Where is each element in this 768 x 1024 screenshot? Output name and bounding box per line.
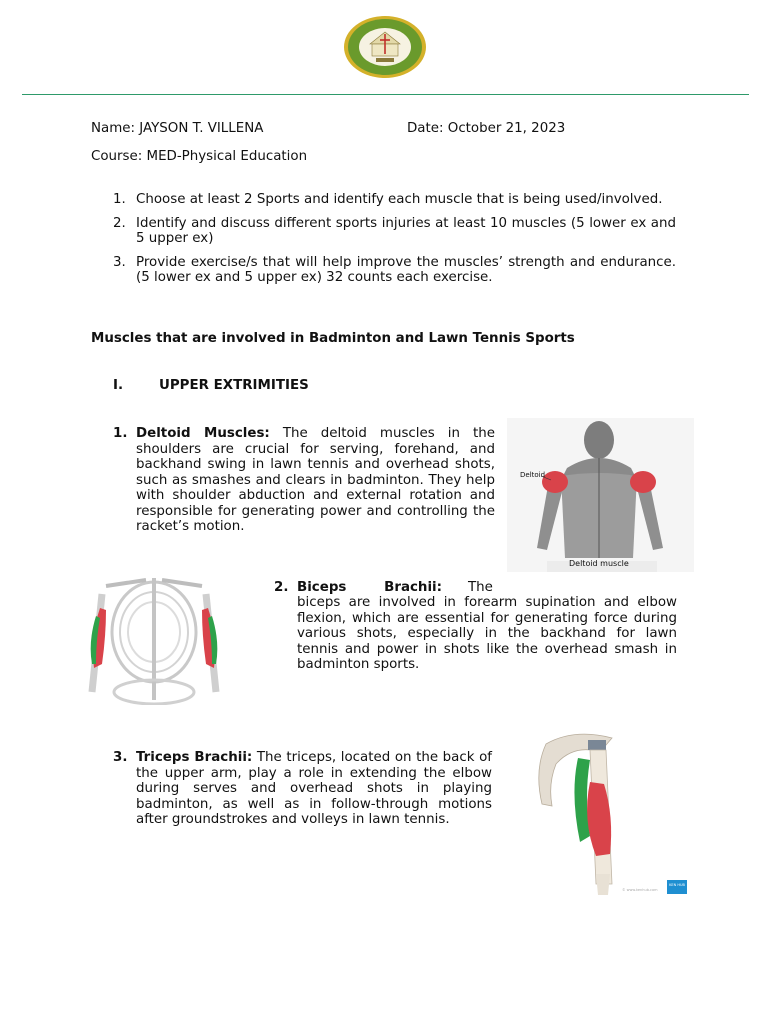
- biceps-image: [66, 560, 241, 705]
- muscle-deltoid-paragraph: [136, 426, 495, 535]
- task-text: Provide exercise/s that will help improve the muscles’ strength and endurance. (5 lower ex and 5 upper ex) 32 counts each exercise.: [136, 254, 676, 285]
- muscle-number: 2.: [274, 580, 289, 595]
- task-number: 1.: [113, 192, 126, 207]
- task-item: [113, 192, 676, 208]
- muscle-triceps-paragraph: [136, 750, 492, 828]
- muscle-number: 1.: [113, 426, 128, 441]
- muscle-name: Deltoid Muscles:: [136, 426, 270, 441]
- course: Course: MED-Physical Education: [91, 149, 308, 164]
- task-list: [113, 192, 676, 294]
- task-text: Identify and discuss different sports injuries at least 10 muscles (5 lower ex and 5 upper ex): [136, 215, 676, 246]
- student-name: Name: JAYSON T. VILLENA: [91, 121, 264, 136]
- muscle-description-first-word: The: [468, 580, 493, 595]
- task-item: [113, 254, 676, 286]
- deltoid-label: Deltoid: [520, 471, 546, 479]
- muscle-description: The deltoid muscles in the shoulders are crucial for serving, forehand, and backhand swing in lawn tennis and overhead shots, such as smashes and clears in badminton. They help with shoulder abduction and external rotation and responsible for generating power and controlling the racket’s motion.: [136, 426, 495, 534]
- muscle-name: Triceps Brachii:: [136, 750, 253, 765]
- deltoid-caption: Deltoid muscle: [569, 559, 629, 568]
- task-text: Choose at least 2 Sports and identify each muscle that is being used/involved.: [136, 192, 663, 207]
- muscle-description: The triceps, located on the back of the upper arm, play a role in extending the elbow during serves and overhead shots in playing badminton, as well as in follow-through motions after groundstrokes and volleys in lawn tennis.: [136, 750, 492, 827]
- muscle-biceps-paragraph: biceps are involved in forearm supination and elbow flexion, which are essential for generating force during various shots, especially in the backhand for lawn tennis and power in shots like the overhead smash in badminton sports.: [297, 595, 677, 672]
- task-number: 2.: [113, 215, 126, 231]
- muscle-name: Biceps Brachii:: [297, 580, 442, 595]
- university-seal: [342, 14, 428, 80]
- assignment-date: Date: October 21, 2023: [407, 121, 566, 136]
- kenhub-badge: KEN HUB: [669, 883, 685, 887]
- header-divider: [22, 94, 749, 95]
- task-number: 3.: [113, 254, 126, 270]
- subsection-title: UPPER EXTRIMITIES: [159, 378, 309, 393]
- subsection-numeral: I.: [113, 378, 124, 393]
- task-item: [113, 215, 676, 247]
- deltoid-image: [507, 418, 694, 572]
- kenhub-url: © www.kenhub.com: [622, 888, 658, 892]
- triceps-image: [504, 724, 690, 895]
- muscle-number: 3.: [113, 750, 128, 765]
- section-title: Muscles that are involved in Badminton and Lawn Tennis Sports: [91, 331, 575, 346]
